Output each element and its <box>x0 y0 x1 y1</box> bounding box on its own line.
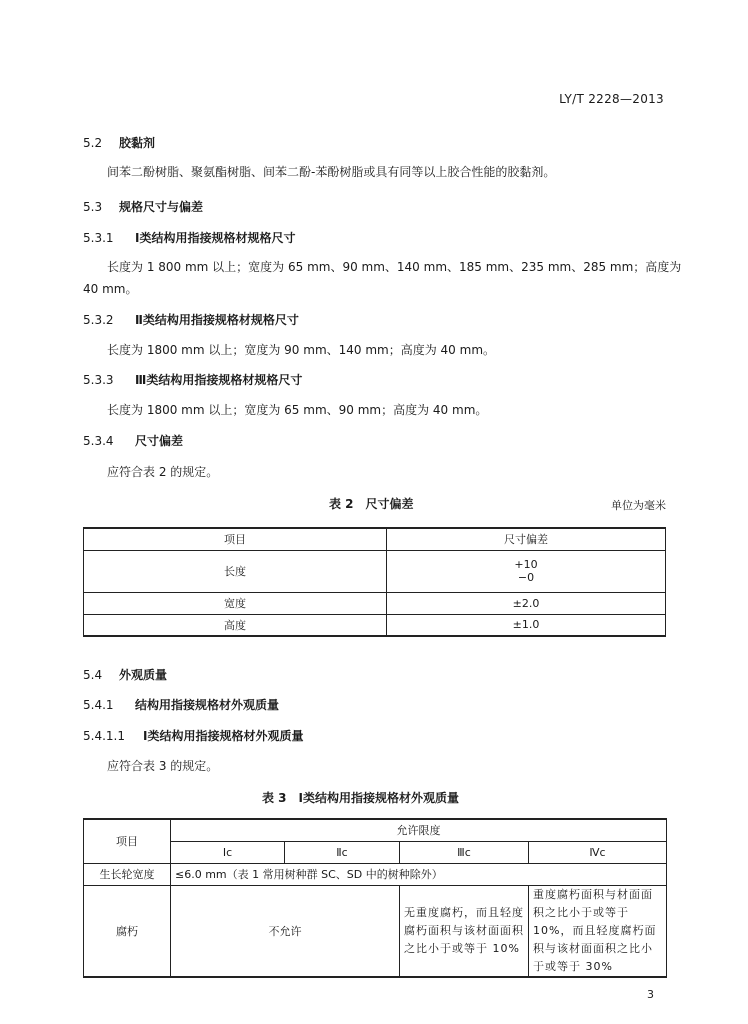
row-value-growth-ring: ≤6.0 mm（表 1 常用树种群 SC、SD 中的树种除外） <box>171 863 667 885</box>
section-5-2-heading <box>83 134 155 151</box>
table-row <box>84 592 666 614</box>
row-item-height: 高度 <box>84 614 387 636</box>
section-title: Ⅰ类结构用指接规格材规格尺寸 <box>135 231 296 245</box>
row-item-decay: 腐朽 <box>84 885 171 977</box>
table-row <box>84 550 666 592</box>
table-header-row <box>84 819 667 841</box>
grade-2c: Ⅱc <box>285 841 400 863</box>
section-5-3-heading <box>83 198 203 215</box>
section-number: 5.3.4 <box>83 434 114 448</box>
table-header-item: 项目 <box>84 819 171 863</box>
section-5-4-heading <box>83 666 167 683</box>
section-5-3-2-text: 长度为 1800 mm 以上；宽度为 90 mm、140 mm；高度为 40 mm。 <box>107 343 496 357</box>
section-number: 5.3.3 <box>83 373 114 387</box>
deviation-lower: −0 <box>517 571 535 584</box>
section-title: Ⅲ类结构用指接规格材规格尺寸 <box>135 373 303 387</box>
section-5-3-1-text-line1: 长度为 1 800 mm 以上；宽度为 65 mm、90 mm、140 mm、185 mm、235 mm、285 mm；高度为 <box>107 260 682 274</box>
section-title: Ⅰ类结构用指接规格材外观质量 <box>143 729 304 743</box>
row-deviation-height: ±1.0 <box>387 614 666 636</box>
section-number: 5.2 <box>83 136 103 150</box>
section-5-3-1-heading <box>83 229 295 246</box>
table-header-row <box>84 528 666 550</box>
row-item-width: 宽度 <box>84 592 387 614</box>
table-header-deviation: 尺寸偏差 <box>387 528 666 550</box>
section-number: 5.4.1.1 <box>83 729 125 743</box>
row-item-growth-ring: 生长轮宽度 <box>84 863 171 885</box>
grade-3c: Ⅲc <box>400 841 529 863</box>
section-number: 5.3 <box>83 200 103 214</box>
section-title: 尺寸偏差 <box>135 434 184 448</box>
section-number: 5.3.1 <box>83 231 114 245</box>
row-deviation-width: ±2.0 <box>387 592 666 614</box>
section-5-3-3-heading <box>83 371 302 388</box>
section-title: 胶黏剂 <box>119 136 156 150</box>
section-title: 外观质量 <box>119 668 168 682</box>
decay-grade-3: 无重度腐朽，而且轻度腐朽面积与该材面面积之比小于或等于 10% <box>400 885 529 977</box>
section-title: Ⅱ类结构用指接规格材规格尺寸 <box>135 313 299 327</box>
section-5-3-2-heading <box>83 311 299 328</box>
row-item-length: 长度 <box>84 550 387 592</box>
section-5-3-4-heading <box>83 432 183 449</box>
section-number: 5.4.1 <box>83 698 114 712</box>
table-header-allowance: 允许限度 <box>171 819 667 841</box>
standard-code: LY/T 2228—2013 <box>559 92 664 106</box>
table-3-caption: 表 3 Ⅰ类结构用指接规格材外观质量 <box>262 791 459 805</box>
section-5-4-1-heading <box>83 696 279 713</box>
table-header-item: 项目 <box>84 528 387 550</box>
section-5-3-3-text: 长度为 1800 mm 以上；宽度为 65 mm、90 mm；高度为 40 mm。 <box>107 403 488 417</box>
page-number: 3 <box>647 988 654 1001</box>
section-5-2-text: 间苯二酚树脂、聚氨酯树脂、间苯二酚-苯酚树脂或具有同等以上胶合性能的胶黏剂。 <box>107 165 556 179</box>
grade-4c: Ⅳc <box>529 841 667 863</box>
section-5-3-1-text-line2: 40 mm。 <box>83 282 138 296</box>
table-row <box>84 885 667 977</box>
table-3 <box>83 818 667 978</box>
section-title: 结构用指接规格材外观质量 <box>135 698 280 712</box>
decay-grade-1-2: 不允许 <box>171 885 400 977</box>
table-row <box>84 614 666 636</box>
deviation-upper: +10 <box>514 558 538 571</box>
section-5-3-4-text: 应符合表 2 的规定。 <box>107 465 219 479</box>
section-5-4-1-1-text: 应符合表 3 的规定。 <box>107 759 219 773</box>
table-2 <box>83 527 666 637</box>
decay-grade-4: 重度腐朽面积与材面面积之比小于或等于 10%，而且轻度腐朽面积与该材面面积之比小于或等于 30% <box>529 885 667 977</box>
section-number: 5.4 <box>83 668 103 682</box>
row-deviation-length <box>387 550 666 592</box>
table-row <box>84 863 667 885</box>
section-number: 5.3.2 <box>83 313 114 327</box>
section-title: 规格尺寸与偏差 <box>119 200 204 214</box>
table-grade-row <box>84 841 667 863</box>
table-2-unit: 单位为毫米 <box>611 499 666 512</box>
grade-1c: Ⅰc <box>171 841 285 863</box>
table-2-caption: 表 2 尺寸偏差 <box>329 497 414 511</box>
section-5-4-1-1-heading <box>83 727 303 744</box>
